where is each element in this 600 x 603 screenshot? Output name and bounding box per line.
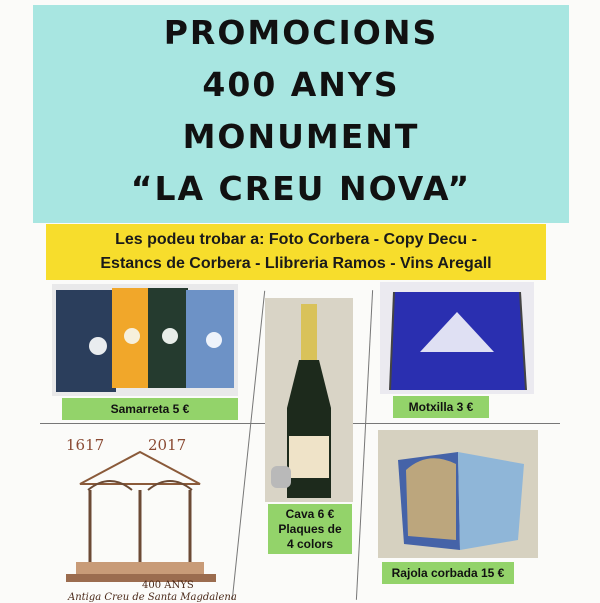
label-motxilla: Motxilla 3 €: [393, 396, 489, 418]
tile-photo: [378, 430, 538, 558]
label-samarreta: Samarreta 5 €: [62, 398, 238, 420]
caption-anys: 400 ANYS: [142, 580, 194, 591]
title-line-1: PROMOCIONS: [163, 13, 439, 52]
cava-bottle-illustration: [265, 298, 353, 502]
tile-illustration: [378, 430, 538, 558]
title-line-4: “LA CREU NOVA”: [130, 169, 472, 208]
label-cava: [268, 504, 352, 554]
year-left: 1617: [66, 436, 105, 454]
cava-plaques: Plaques de: [278, 521, 342, 536]
divider-vertical-right: [356, 290, 373, 600]
backpack-photo: [380, 282, 534, 394]
cava-price: Cava 6 €: [285, 506, 335, 521]
monument-sketch: [40, 432, 240, 600]
caption-name: Antiga Creu de Santa Magdalena: [68, 592, 237, 603]
title-line-2: 400 ANYS: [202, 65, 400, 104]
title-banner: [33, 5, 569, 223]
stores-banner: [46, 224, 546, 280]
backpack-illustration: [380, 282, 534, 394]
monument-drawing: [40, 432, 240, 603]
title-line-3: MONUMENT: [182, 117, 420, 156]
tshirts-illustration: [52, 284, 238, 396]
cava-colors: 4 colors: [286, 536, 334, 551]
cava-photo: [265, 298, 353, 502]
stores-line-2: Estancs de Corbera - Llibreria Ramos - Vins Aregall: [100, 255, 492, 272]
tshirts-photo: [52, 284, 238, 396]
year-right: 2017: [148, 436, 187, 454]
stores-line-1: Les podeu trobar a: Foto Corbera - Copy Decu -: [115, 231, 477, 248]
label-rajola: Rajola corbada 15 €: [382, 562, 514, 584]
